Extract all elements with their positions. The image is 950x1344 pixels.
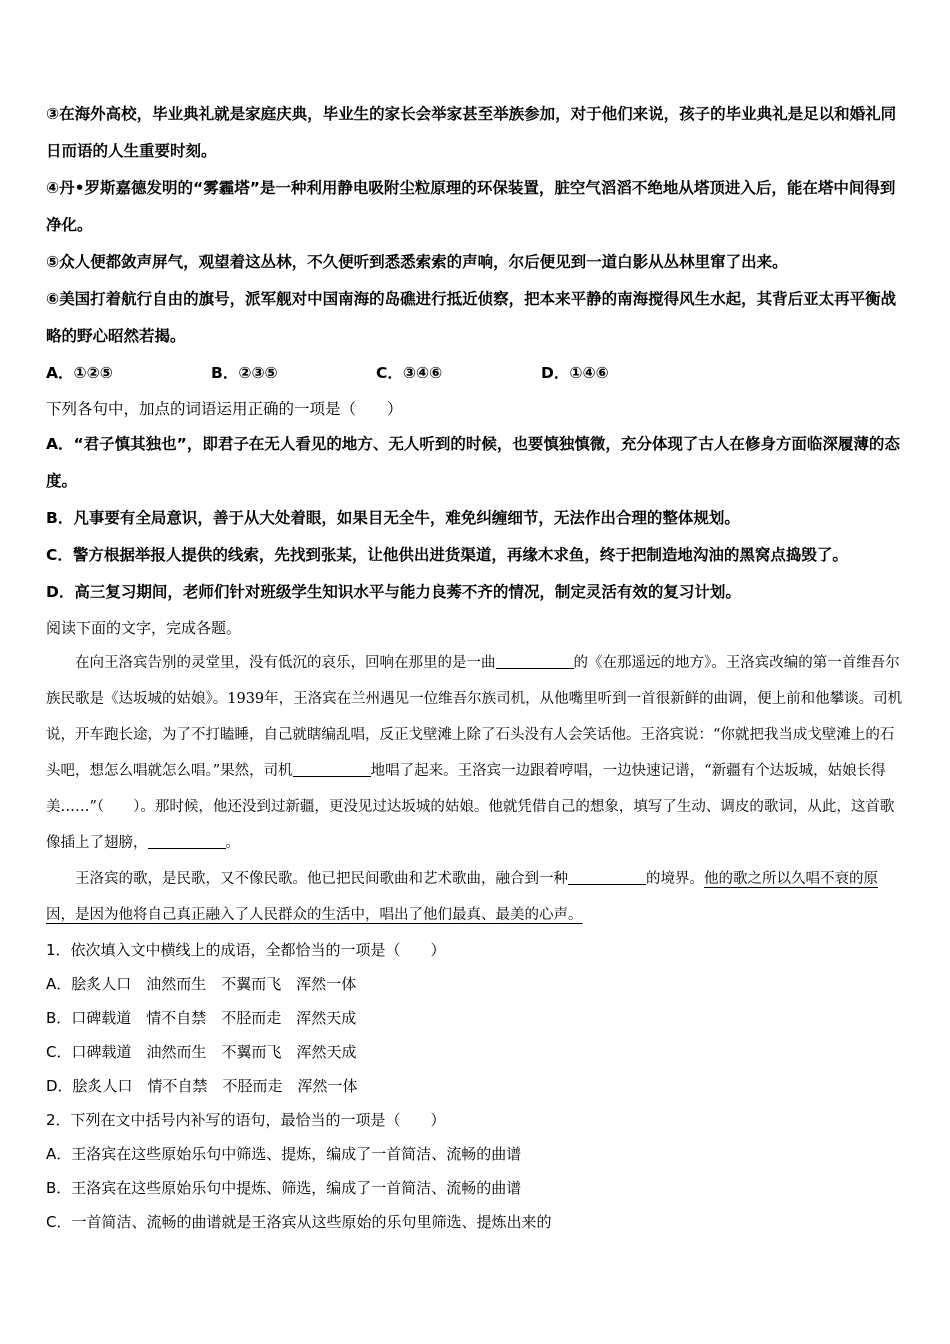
reading-paragraph-1	[46, 645, 906, 861]
sentence-4: ④丹•罗斯嘉德发明的“雾霾塔”是一种利用静电吸附尘粒原理的环保装置，脏空气滔滔不绝地从塔顶进入后，能在塔中间得到净化。	[46, 179, 896, 234]
idiom-option-c: C．警方根据举报人提供的线索，先找到张某，让他供出进货渠道，再缘木求鱼，终于把制造地沟油的黑窝点捣毁了。	[46, 546, 848, 564]
blank-2	[293, 762, 371, 778]
answer-options	[46, 355, 906, 392]
sentence-3: ③在海外高校，毕业典礼就是家庭庆典，毕业生的家长会举家甚至举族参加，对于他们来说，孩子的毕业典礼是足以和婚礼同日而语的人生重要时刻。	[46, 105, 897, 160]
blank-1	[496, 654, 574, 670]
reading-intro: 阅读下面的文字，完成各题。	[46, 619, 242, 637]
p1-part-c: 地唱了起来。王洛宾一边跟着哼唱，一边快速记谱，“新疆有个达坂城，姑娘长得美……”（ ）。那时候，他还没到过新疆，更没见过达坂城的姑娘。他就凭借自己的想象，填写了生动、调皮的歌词，从此，这首歌像插上了翅膀，	[46, 763, 895, 851]
reading-paragraph-2	[46, 861, 906, 933]
q2-option-b: B．王洛宾在这些原始乐句中提炼、筛选，编成了一首简洁、流畅的曲谱	[46, 1179, 522, 1197]
option-d: D．①④⑥	[541, 364, 609, 382]
option-a: A．①②⑤	[46, 364, 113, 382]
question-2: 2．下列在文中括号内补写的语句，最恰当的一项是（ ）	[46, 1111, 446, 1129]
p2-part-a: 王洛宾的歌，是民歌，又不像民歌。他已把民间歌曲和艺术歌曲，融合到一种	[75, 871, 568, 887]
sentence-5: ⑤众人便都敛声屏气，观望着这丛林，不久便听到悉悉索索的声响，尔后便见到一道白影从丛林里窜了出来。	[46, 253, 788, 271]
idiom-option-d: D．高三复习期间，老师们针对班级学生知识水平与能力良莠不齐的情况，制定灵活有效的复习计划。	[46, 583, 741, 601]
option-b: B．②③⑤	[211, 364, 278, 382]
p1-part-b: 的《在那遥远的地方》。王洛宾改编的第一首维吾尔族民歌是《达坂城的姑娘》。1939年，王洛宾在兰州遇见一位维吾尔族司机，从他嘴里听到一首很新鲜的曲调，便上前和他攀谈。司机说，开车跑长途，为了不打瞌睡，自己就瞎编乱唱，反正戈壁滩上除了石头没有人会笑话他。王洛宾说：“你就把我当成戈壁滩上的石头吧，想怎么唱就怎么唱。”果然，司机	[46, 655, 903, 779]
blank-3	[148, 834, 226, 850]
q1-option-a: A．脍炙人口 油然而生 不翼而飞 浑然一体	[46, 975, 357, 993]
option-c: C．③④⑥	[376, 364, 443, 382]
question-idiom: 下列各句中，加点的词语运用正确的一项是（ ）	[46, 400, 403, 418]
q1-option-d: D．脍炙人口 情不自禁 不胫而走 浑然一体	[46, 1077, 358, 1095]
q2-option-a: A．王洛宾在这些原始乐句中筛选、提炼，编成了一首简洁、流畅的曲谱	[46, 1145, 522, 1163]
idiom-option-a: A．“君子慎其独也”，即君子在无人看见的地方、无人听到的时候，也要慎独慎微，充分体现了古人在修身方面临深履薄的态度。	[46, 435, 900, 490]
underlined-sentence: 他的歌之所以久唱不衰的原因，是因为他将自己真正融入了人民群众的生活中，唱出了他们最真、最美的心声。	[46, 871, 878, 923]
q2-option-c: C．一首简洁、流畅的曲谱就是王洛宾从这些原始的乐句里筛选、提炼出来的	[46, 1213, 552, 1231]
q1-option-c: C．口碑载道 油然而生 不翼而飞 浑然天成	[46, 1043, 357, 1061]
idiom-option-b: B．凡事要有全局意识，善于从大处着眼，如果目无全牛，难免纠缠细节，无法作出合理的整体规划。	[46, 509, 740, 527]
p2-part-b: 的境界。	[646, 871, 704, 887]
question-1: 1．依次填入文中横线上的成语，全都恰当的一项是（ ）	[46, 941, 446, 959]
blank-4	[568, 870, 646, 886]
sentence-6: ⑥美国打着航行自由的旗号，派军舰对中国南海的岛礁进行抵近侦察，把本来平静的南海搅得风生水起，其背后亚太再平衡战略的野心昭然若揭。	[46, 290, 897, 345]
document-page	[46, 96, 906, 1239]
p1-part-a: 在向王洛宾告别的灵堂里，没有低沉的哀乐，回响在那里的是一曲	[75, 655, 496, 671]
p1-part-d: 。	[225, 835, 240, 851]
q1-option-b: B．口碑载道 情不自禁 不胫而走 浑然天成	[46, 1009, 357, 1027]
